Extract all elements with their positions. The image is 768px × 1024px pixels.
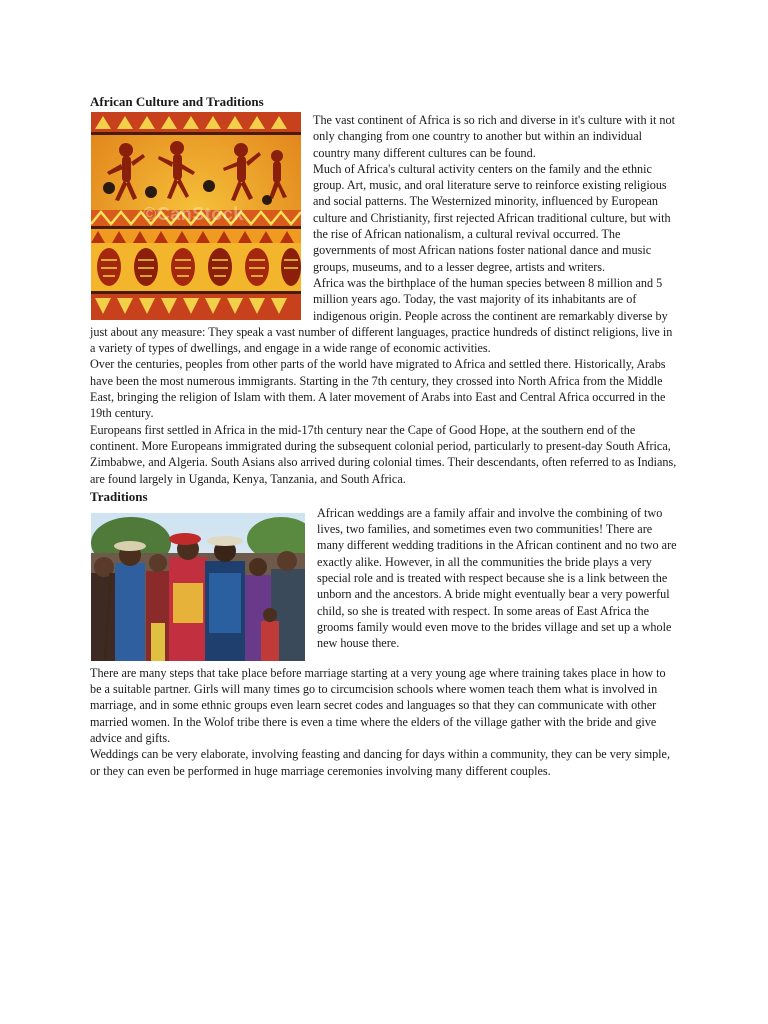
wedding-photo (91, 513, 305, 661)
intro-paragraph-1: The vast continent of Africa is so rich and diverse in it's culture with it not only changing from one country to another but within an individual country many different cultures can be found. (313, 113, 675, 160)
traditions-section (90, 489, 680, 779)
traditions-heading: Traditions (90, 488, 148, 504)
traditions-paragraph-2: There are many steps that take place before marriage starting at a very young age where training takes place in how to be a suitable partner. Girls will many times go to circumcision schools where women teach them what is involved in marriage, and in some ethnic groups even learn secret codes and languages so that they can communicate with other married women. In the Wolof tribe there is even a time where the elders of the village gather with the bride and give advice and gifts. (90, 665, 666, 746)
intro-paragraph-2: Much of Africa's cultural activity centers on the family and the ethnic group. Art, music, and oral literature serve to reinforce existing religious and social patterns. The Westernized minority, influenced by European culture and Christianity, first rejected African traditional culture, but with the rise of African nationalism, a cultural revival occurred. The governments of most African nations foster national dance and music groups, museums, and to a lesser degree, artists and writers. (313, 161, 671, 274)
culture-section (90, 112, 680, 487)
traditions-paragraph-1: African weddings are a family affair and involve the combining of two lives, two families, and sometimes even two communities! There are many different wedding traditions in the African continent and no two are exactly alike. However, in all the communities the bride plays a very special role and is treated with respect because she is a link between the unborn and the ancestors. A bride might eventually bear a very powerful child, so she is treated with respect. In some areas of East Africa the grooms family would even move to the brides village and set up a whole new house there. (317, 505, 677, 651)
document-page (90, 94, 680, 779)
traditions-paragraph-3: Weddings can be very elaborate, involving feasting and dancing for days within a community, they can be very simple, or they can even be performed in huge marriage ceremonies involving many different couples. (90, 747, 671, 778)
watermark-text: ©CanStock (143, 204, 244, 224)
tribal-art-image (91, 112, 301, 320)
intro-paragraph-5: Europeans first settled in Africa in the mid-17th century near the Cape of Good Hope, at the southern end of the continent. More Europeans immigrated during the subsequent colonial period, particularly to present-day South Africa, Zimbabwe, and Algeria. South Asians also arrived during colonial times. Their descendants, often referred to as Indians, are found largely in Uganda, Kenya, Tanzania, and South Africa. (90, 422, 677, 486)
intro-paragraph-4: Over the centuries, peoples from other parts of the world have migrated to Africa and settled there. Historically, Arabs have been the most numerous immigrants. Starting in the 7th century, they crossed into North Africa from the Middle East, bringing the religion of Islam with them. A later movement of Arabs into East and Central Africa occurred in the 19th century. (90, 357, 666, 421)
intro-paragraph-3: Africa was the birthplace of the human species between 8 million and 5 million years ago. Today, the vast majority of its inhabitants are of indigenous origin. People across the continent are remarkably diverse by just about any measure: They speak a vast number of different languages, practice hundreds of distinct religions, live in a variety of types of dwellings, and engage in a wide range of economic activities. (90, 275, 673, 356)
document-title: African Culture and Traditions (90, 94, 264, 109)
